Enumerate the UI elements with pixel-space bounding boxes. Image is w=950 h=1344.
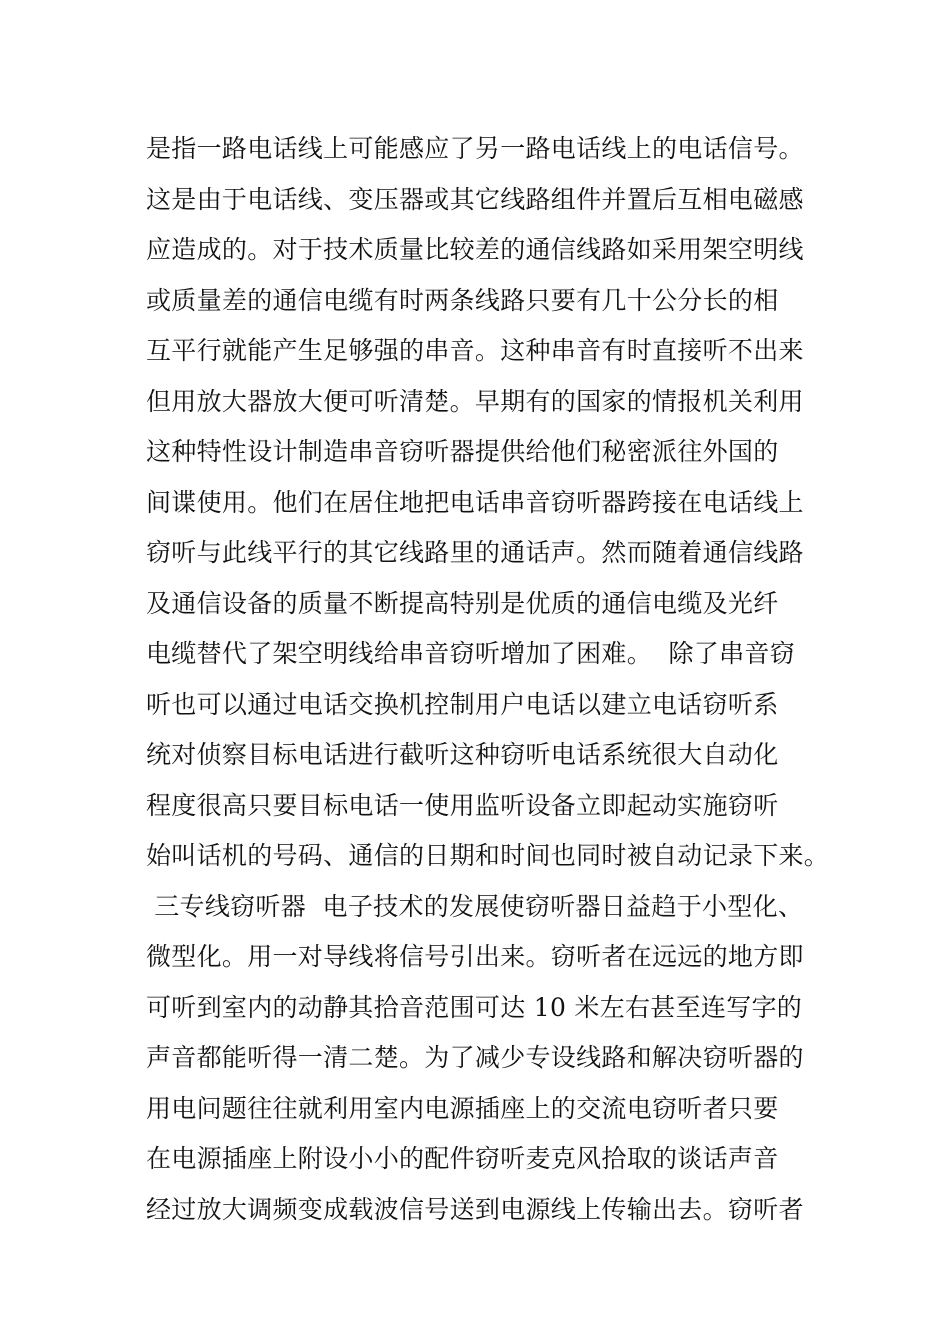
text-line-12: 听也可以通过电话交换机控制用户电话以建立电话窃听系: [146, 689, 779, 719]
text-line-17: 微型化。用一对导线将信号引出来。窃听者在远远的地方即: [146, 942, 804, 971]
text-line-1: 是指一路电话线上可能感应了另一路电话线上的电话信号。: [146, 134, 804, 163]
text-line-3: 应造成的。对于技术质量比较差的通信线路如采用架空明线: [146, 235, 804, 264]
text-line-8: 间谍使用。他们在居住地把电话串音窃听器跨接在电话线上: [146, 487, 804, 517]
text-line-5: 互平行就能产生足够强的串音。这种串音有时直接听不出来: [146, 336, 804, 365]
text-line-16: 三专线窃听器 电子技术的发展使窃听器日益趋于小型化、: [146, 891, 804, 921]
text-line-4: 或质量差的通信电缆有时两条线路只要有几十公分长的相: [146, 285, 779, 315]
text-line-10: 及通信设备的质量不断提高特别是优质的通信电缆及光纤: [146, 588, 779, 618]
text-line-6: 但用放大器放大便可听清楚。早期有的国家的情报机关利用: [146, 386, 804, 416]
text-line-11: 电缆替代了架空明线给串音窃听增加了困难。 除了串音窃: [146, 639, 795, 668]
text-line-9: 窃听与此线平行的其它线路里的通话声。然而随着通信线路: [146, 538, 804, 567]
text-line-15: 始叫话机的号码、通信的日期和时间也同时被自动记录下来。: [146, 841, 830, 870]
text-line-19: 声音都能听得一清二楚。为了减少专设线路和解决窃听器的: [146, 1043, 804, 1072]
text-line-21: 在电源插座上附设小小的配件窃听麦克风拾取的谈话声音: [146, 1144, 779, 1173]
text-line-13: 统对侦察目标电话进行截听这种窃听电话系统很大自动化: [146, 740, 779, 769]
text-line-7: 这种特性设计制造串音窃听器提供给他们秘密派往外国的: [146, 437, 779, 466]
text-line-14: 程度很高只要目标电话一使用监听设备立即起动实施窃听: [146, 790, 779, 820]
text-line-20: 用电问题往往就利用室内电源插座上的交流电窃听者只要: [146, 1093, 779, 1123]
text-line-22: 经过放大调频变成载波信号送到电源线上传输出去。窃听者: [146, 1194, 804, 1224]
text-line-2: 这是由于电话线、变压器或其它线路组件并置后互相电磁感: [146, 184, 804, 214]
text-line-18: 可听到室内的动静其拾音范围可达 10 米左右甚至连写字的: [146, 992, 803, 1022]
body-text: [146, 124, 846, 1235]
